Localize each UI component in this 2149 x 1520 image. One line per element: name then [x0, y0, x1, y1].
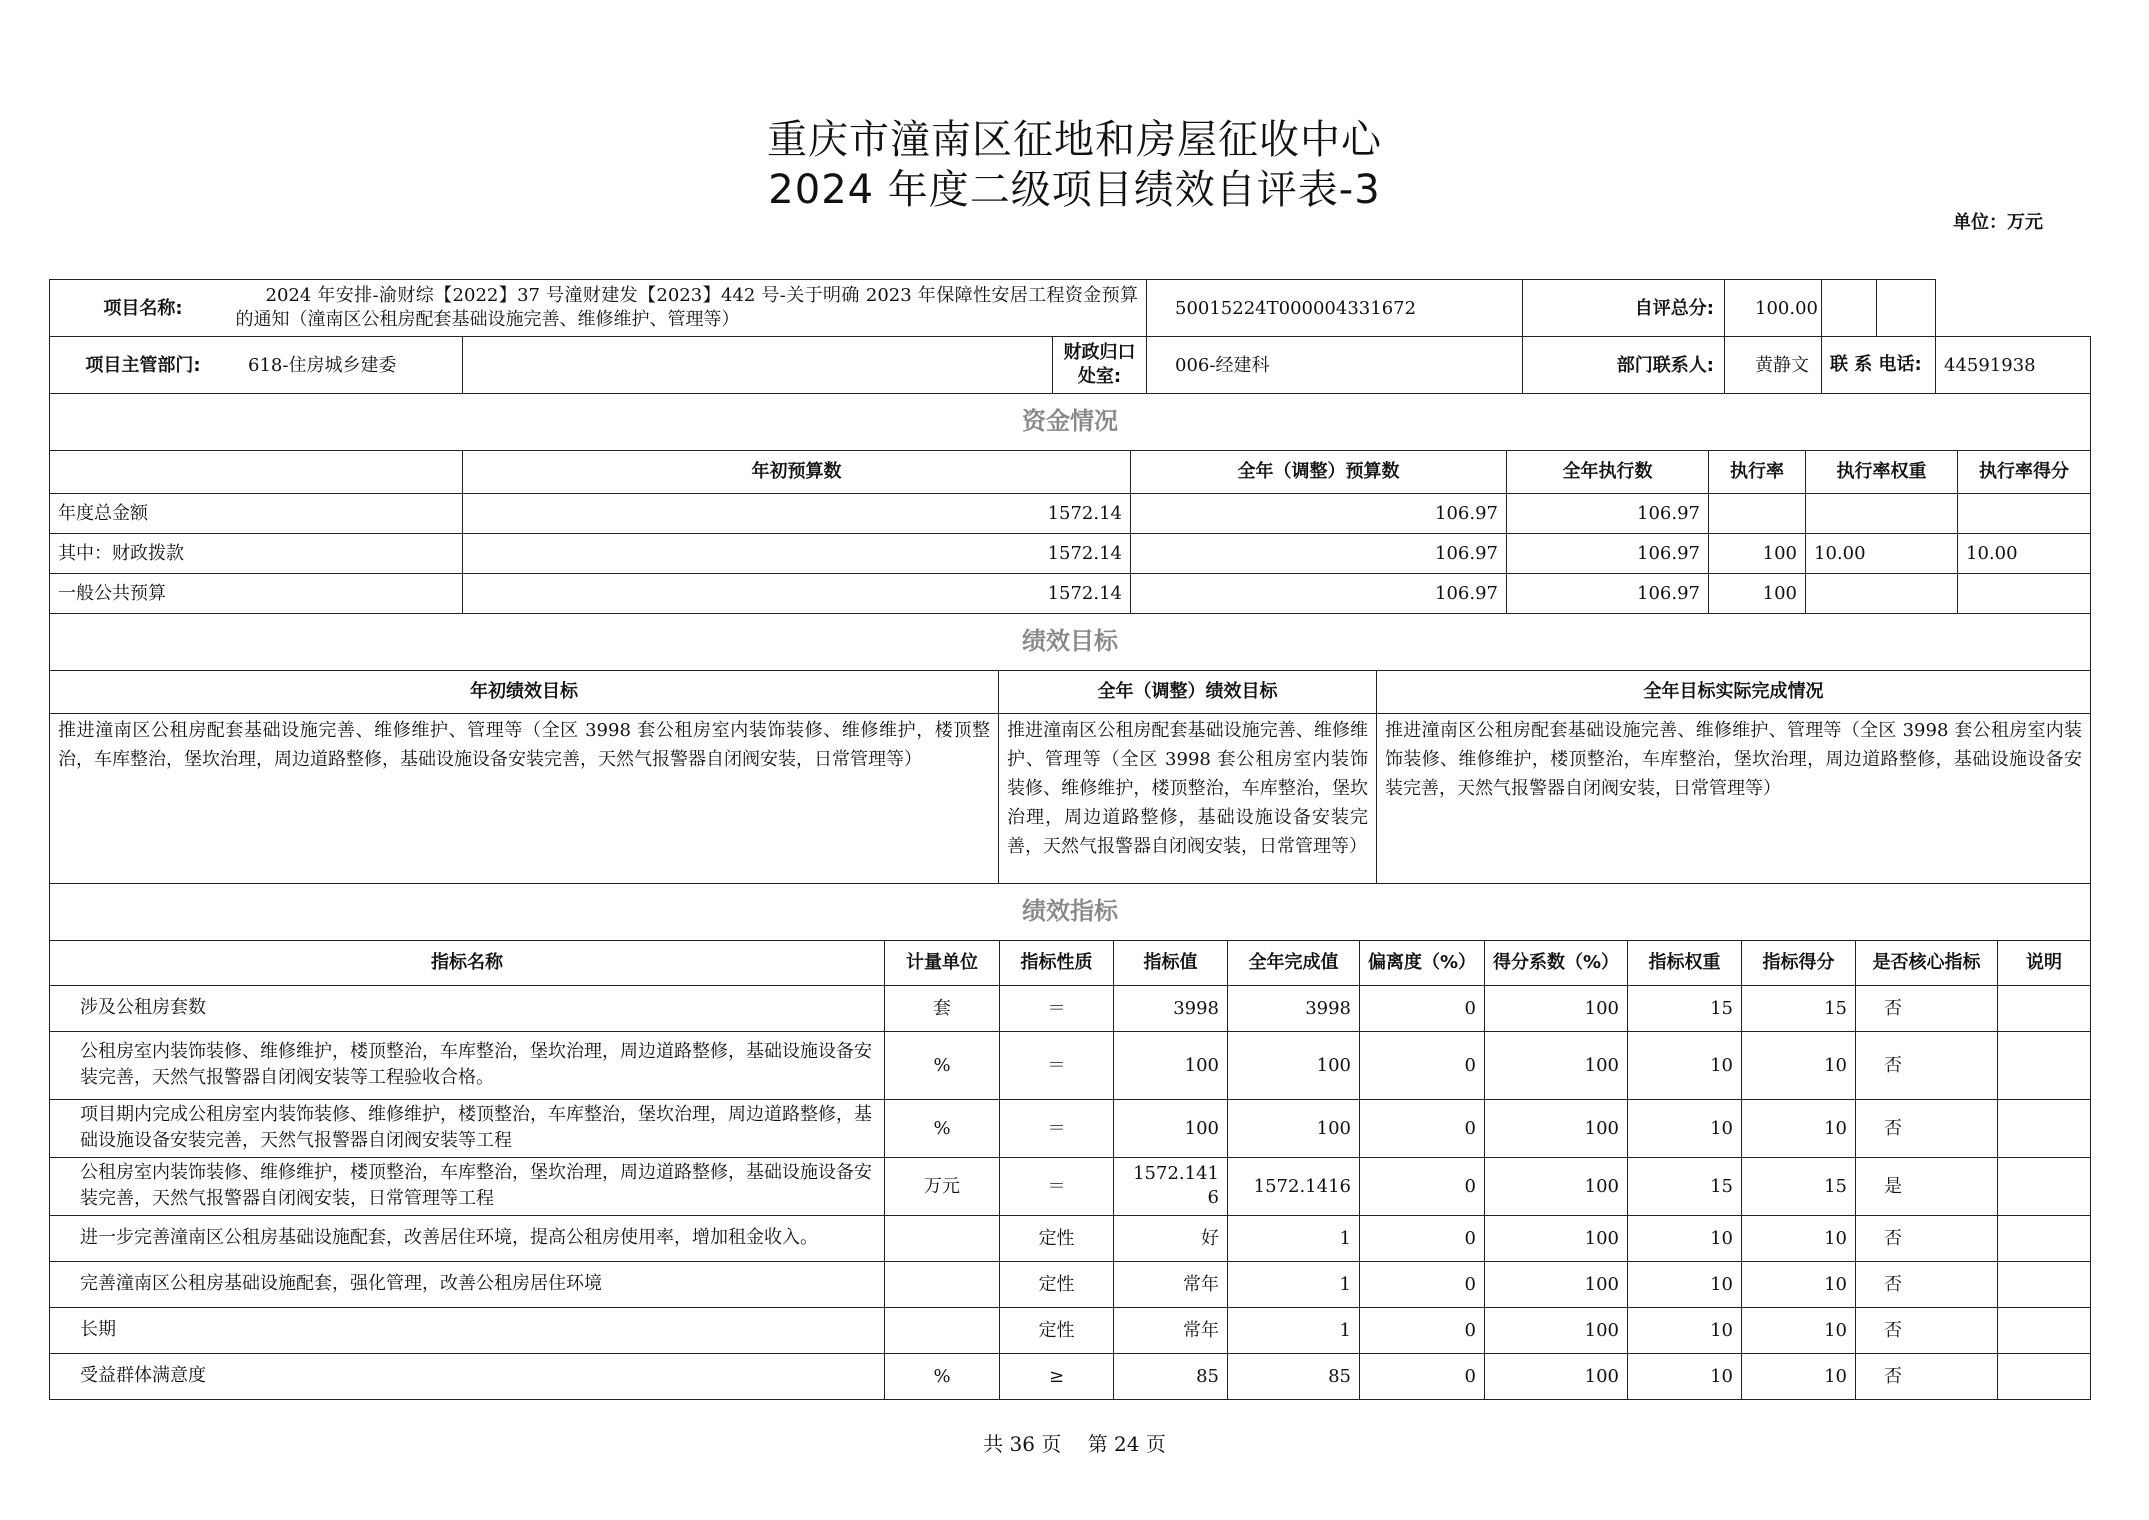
cell-unit: 套	[885, 985, 1000, 1031]
table-row	[50, 1307, 2091, 1353]
col-indicator-name: 指标名称	[50, 940, 885, 985]
dept-label-cell	[50, 337, 463, 394]
cell-note	[1998, 1215, 2091, 1261]
cell-initial: 1572.14	[463, 573, 1131, 613]
cell-weight: 10	[1628, 1031, 1742, 1099]
cell-weight: 10	[1628, 1261, 1742, 1307]
finance-office: 006-经建科	[1147, 337, 1523, 394]
cell-score	[1958, 493, 2091, 533]
dept-label: 项目主管部门:	[85, 354, 201, 376]
cell-coef: 100	[1485, 1099, 1628, 1157]
cell-coef: 100	[1485, 1031, 1628, 1099]
cell-rate: 100	[1709, 573, 1806, 613]
row-label: 年度总金额	[50, 493, 463, 533]
cell-rate	[1709, 493, 1806, 533]
cell-coef: 100	[1485, 1307, 1628, 1353]
adjusted-goal-text: 推进潼南区公租房配套基础设施完善、维修维护、管理等（全区 3998 套公租房室内装饰装修、维修维护，楼顶整治，车库整治，堡坎治理，周边道路整修，基础设施设备安装完善，天然气报警器自闭阀安装，日常管理等）	[999, 713, 1377, 883]
cell-score: 15	[1742, 985, 1856, 1031]
col-rate: 执行率	[1709, 450, 1806, 493]
col-rate-weight: 执行率权重	[1806, 450, 1958, 493]
cell-note	[1998, 1353, 2091, 1399]
cell-actual: 1	[1228, 1307, 1360, 1353]
cell-weight	[1806, 573, 1958, 613]
cell-core: 否	[1856, 1307, 1998, 1353]
col-executed: 全年执行数	[1507, 450, 1709, 493]
row-label: 一般公共预算	[50, 573, 463, 613]
cell-indicator-name: 受益群体满意度	[50, 1353, 885, 1399]
cell-coef: 100	[1485, 1353, 1628, 1399]
cell-deviation: 0	[1360, 1031, 1485, 1099]
actual-goal-text: 推进潼南区公租房配套基础设施完善、维修维护、管理等（全区 3998 套公租房室内装饰装修、维修维护，楼顶整治，车库整治，堡坎治理，周边道路整修，基础设施设备安装完善，天然气报警器自闭阀安装，日常管理等）	[1377, 713, 2091, 883]
col-nature: 指标性质	[1000, 940, 1114, 985]
initial-goal-text: 推进潼南区公租房配套基础设施完善、维修维护、管理等（全区 3998 套公租房室内装饰装修、维修维护，楼顶整治，车库整治，堡坎治理，周边道路整修，基础设施设备安装完善，天然气报警器自闭阀安装，日常管理等）	[50, 713, 999, 883]
cell-note	[1998, 1261, 2091, 1307]
cell-actual: 1	[1228, 1261, 1360, 1307]
cell-core: 是	[1856, 1157, 1998, 1215]
phone-label: 联 系 电话:	[1822, 337, 1936, 394]
col-core: 是否核心指标	[1856, 940, 1998, 985]
cell-value: 1572.1416	[1114, 1157, 1228, 1215]
col-note: 说明	[1998, 940, 2091, 985]
cell-coef: 100	[1485, 1261, 1628, 1307]
cell-nature: ＝	[1000, 985, 1114, 1031]
cell-unit	[885, 1307, 1000, 1353]
table-row	[50, 1157, 2091, 1215]
cell-actual: 100	[1228, 1031, 1360, 1099]
cell-score: 10	[1742, 1307, 1856, 1353]
cell-score: 10	[1742, 1261, 1856, 1307]
contact: 黄静文	[1725, 337, 1822, 394]
cell-unit: %	[885, 1031, 1000, 1099]
col-unit: 计量单位	[885, 940, 1000, 985]
cell-nature: ＝	[1000, 1099, 1114, 1157]
cell-weight: 10	[1628, 1215, 1742, 1261]
cell-indicator-name: 完善潼南区公租房基础设施配套，强化管理，改善公租房居住环境	[50, 1261, 885, 1307]
cell-core: 否	[1856, 1031, 1998, 1099]
cell-value: 常年	[1114, 1261, 1228, 1307]
col-score: 指标得分	[1742, 940, 1856, 985]
cell-value: 好	[1114, 1215, 1228, 1261]
cell-unit: 万元	[885, 1157, 1000, 1215]
cell-actual: 85	[1228, 1353, 1360, 1399]
cell-score: 10	[1742, 1215, 1856, 1261]
cell-adjusted: 106.97	[1131, 573, 1507, 613]
empty-cell	[463, 337, 1053, 394]
table-row	[50, 985, 2091, 1031]
cell-indicator-name: 涉及公租房套数	[50, 985, 885, 1031]
cell-indicator-name: 项目期内完成公租房室内装饰装修、维修维护，楼顶整治，车库整治，堡坎治理，周边道路整修，基础设施设备安装完善，天然气报警器自闭阀安装等工程	[50, 1099, 885, 1157]
cell-score	[1958, 573, 2091, 613]
cell-executed: 106.97	[1507, 533, 1709, 573]
col-actual-goal: 全年目标实际完成情况	[1377, 670, 2091, 713]
cell-value: 100	[1114, 1099, 1228, 1157]
col-adjusted-goal: 全年（调整）绩效目标	[999, 670, 1377, 713]
total-score: 100.00	[1725, 280, 1822, 337]
cell-deviation: 0	[1360, 985, 1485, 1031]
goals-table	[49, 613, 2091, 884]
col-rate-score: 执行率得分	[1958, 450, 2091, 493]
cell-value: 3998	[1114, 985, 1228, 1031]
cell-note	[1998, 1031, 2091, 1099]
indicators-section-title: 绩效指标	[50, 883, 2091, 940]
empty-cell	[1822, 280, 1877, 337]
indicators-table	[49, 883, 2091, 1400]
cell-unit: %	[885, 1353, 1000, 1399]
cell-core: 否	[1856, 1353, 1998, 1399]
col-actual: 全年完成值	[1228, 940, 1360, 985]
cell-initial: 1572.14	[463, 493, 1131, 533]
cell-weight: 10	[1628, 1353, 1742, 1399]
cell-nature: 定性	[1000, 1215, 1114, 1261]
cell-core: 否	[1856, 1215, 1998, 1261]
cell-score: 10	[1742, 1353, 1856, 1399]
cell-weight: 10	[1628, 1307, 1742, 1353]
cell-coef: 100	[1485, 1215, 1628, 1261]
cell-executed: 106.97	[1507, 573, 1709, 613]
contact-label: 部门联系人:	[1523, 337, 1725, 394]
cell-unit: %	[885, 1099, 1000, 1157]
cell-note	[1998, 1307, 2091, 1353]
cell-core: 否	[1856, 1099, 1998, 1157]
cell-adjusted: 106.97	[1131, 493, 1507, 533]
cell-coef: 100	[1485, 1157, 1628, 1215]
cell-unit	[885, 1261, 1000, 1307]
cell-actual: 100	[1228, 1099, 1360, 1157]
col-deviation: 偏离度（%）	[1360, 940, 1485, 985]
cell-value: 100	[1114, 1031, 1228, 1099]
page-title: 重庆市潼南区征地和房屋征收中心	[767, 117, 1382, 163]
cell-nature: 定性	[1000, 1261, 1114, 1307]
page-subtitle: 2024 年度二级项目绩效自评表-3	[768, 167, 1381, 213]
cell-value: 常年	[1114, 1307, 1228, 1353]
unit-label: 单位：万元	[1953, 212, 2043, 233]
cell-actual: 1	[1228, 1215, 1360, 1261]
cell-score: 15	[1742, 1157, 1856, 1215]
table-row	[50, 1215, 2091, 1261]
cell-note	[1998, 985, 2091, 1031]
cell-actual: 1572.1416	[1228, 1157, 1360, 1215]
cell-weight	[1806, 493, 1958, 533]
cell-note	[1998, 1157, 2091, 1215]
cell-actual: 3998	[1228, 985, 1360, 1031]
table-row	[50, 1099, 2091, 1157]
cell-note	[1998, 1099, 2091, 1157]
cell-nature: 定性	[1000, 1307, 1114, 1353]
funds-table	[49, 393, 2091, 614]
cell-nature: ＝	[1000, 1031, 1114, 1099]
col-initial-goal: 年初绩效目标	[50, 670, 999, 713]
cell-nature: ≥	[1000, 1353, 1114, 1399]
goals-section-title: 绩效目标	[50, 613, 2091, 670]
cell-indicator-name: 公租房室内装饰装修、维修维护，楼顶整治，车库整治，堡坎治理，周边道路整修，基础设施设备安装完善，天然气报警器自闭阀安装，日常管理等工程	[50, 1157, 885, 1215]
total-score-label: 自评总分:	[1523, 280, 1725, 337]
cell-executed: 106.97	[1507, 493, 1709, 533]
table-row	[50, 533, 2091, 573]
finance-office-label: 财政归口处室:	[1053, 337, 1147, 394]
empty-cell	[50, 450, 463, 493]
cell-value: 85	[1114, 1353, 1228, 1399]
cell-deviation: 0	[1360, 1099, 1485, 1157]
col-coef: 得分系数（%）	[1485, 940, 1628, 985]
cell-indicator-name: 进一步完善潼南区公租房基础设施配套，改善居住环境，提高公租房使用率，增加租金收入。	[50, 1215, 885, 1261]
col-value: 指标值	[1114, 940, 1228, 985]
project-code: 50015224T000004331672	[1147, 280, 1523, 337]
cell-deviation: 0	[1360, 1353, 1485, 1399]
cell-deviation: 0	[1360, 1307, 1485, 1353]
cell-score: 10	[1742, 1031, 1856, 1099]
col-adjusted-budget: 全年（调整）预算数	[1131, 450, 1507, 493]
cell-score: 10.00	[1958, 533, 2091, 573]
table-row	[50, 1031, 2091, 1099]
phone: 44591938	[1936, 337, 2091, 394]
cell-deviation: 0	[1360, 1215, 1485, 1261]
cell-rate: 100	[1709, 533, 1806, 573]
cell-weight: 10.00	[1806, 533, 1958, 573]
table-row	[50, 573, 2091, 613]
cell-weight: 15	[1628, 1157, 1742, 1215]
table-row	[50, 1261, 2091, 1307]
cell-indicator-name: 公租房室内装饰装修、维修维护，楼顶整治，车库整治，堡坎治理，周边道路整修，基础设施设备安装完善，天然气报警器自闭阀安装等工程验收合格。	[50, 1031, 885, 1099]
cell-deviation: 0	[1360, 1157, 1485, 1215]
cell-weight: 10	[1628, 1099, 1742, 1157]
cell-score: 10	[1742, 1099, 1856, 1157]
project-name-label: 项目名称:	[103, 297, 183, 319]
cell-core: 否	[1856, 1261, 1998, 1307]
cell-indicator-name: 长期	[50, 1307, 885, 1353]
dept: 618-住房城乡建委	[248, 354, 397, 376]
table-row	[50, 493, 2091, 533]
project-info-table	[49, 279, 2091, 394]
cell-unit	[885, 1215, 1000, 1261]
cell-coef: 100	[1485, 985, 1628, 1031]
cell-initial: 1572.14	[463, 533, 1131, 573]
cell-core: 否	[1856, 985, 1998, 1031]
col-initial-budget: 年初预算数	[463, 450, 1131, 493]
project-name: 2024 年安排-渝财综【2022】37 号潼财建发【2023】442 号-关于明确 2023 年保障性安居工程资金预算的通知（潼南区公租房配套基础设施完善、维修维护、管理等）	[463, 280, 1147, 337]
row-label: 其中：财政拨款	[50, 533, 463, 573]
cell-adjusted: 106.97	[1131, 533, 1507, 573]
cell-weight: 15	[1628, 985, 1742, 1031]
cell-nature: ＝	[1000, 1157, 1114, 1215]
col-weight: 指标权重	[1628, 940, 1742, 985]
table-row	[50, 1353, 2091, 1399]
page-footer: 共 36 页 第 24 页	[983, 1432, 1166, 1456]
cell-deviation: 0	[1360, 1261, 1485, 1307]
empty-cell	[1877, 280, 1936, 337]
funds-section-title: 资金情况	[50, 393, 2091, 450]
